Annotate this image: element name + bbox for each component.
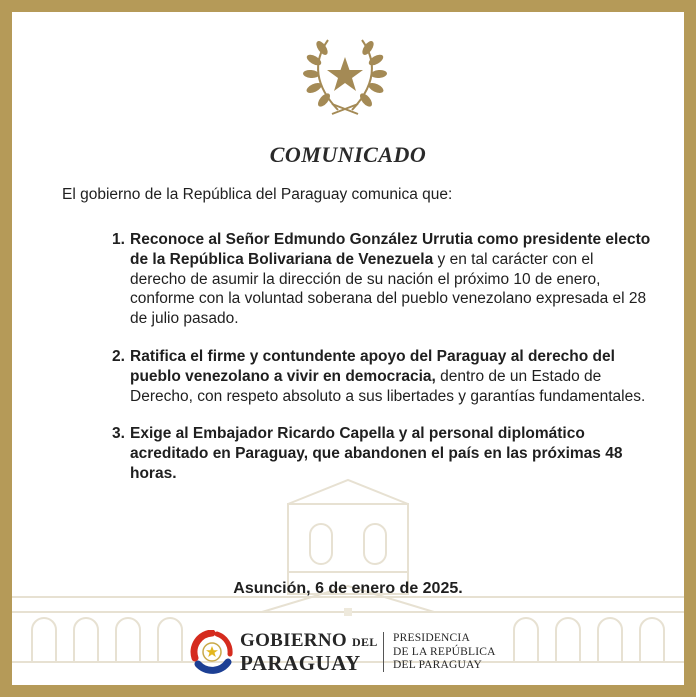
paraguay-wordmark: PARAGUAY bbox=[240, 651, 361, 675]
gobierno-wordmark bbox=[240, 630, 378, 652]
item-bold-text: Reconoce al Señor Edmundo González Urrutia como presidente electo de la República Bolivariana de Venezuela bbox=[130, 231, 651, 268]
paraguay-government-logo-icon bbox=[190, 630, 234, 674]
item-number: 1. bbox=[112, 231, 125, 248]
document-body bbox=[12, 12, 684, 685]
item-text: dentro de un Estado de Derecho, con respeto absoluto a sus libertades y garantías fundamentales. bbox=[130, 367, 646, 405]
gobierno-text: GOBIERNO bbox=[240, 630, 347, 651]
presidencia-line: DE LA REPÚBLICA bbox=[393, 645, 496, 658]
footer-logos bbox=[12, 624, 684, 674]
star-laurel-wreath-icon bbox=[300, 30, 390, 120]
list-item bbox=[112, 347, 652, 406]
item-bold-text: Ratifica el firme y contundente apoyo del Paraguay al derecho del pueblo venezolano a vivir en democracia, bbox=[130, 347, 615, 385]
item-bold-text: Exige al Embajador Ricardo Capella y al personal diplomático acreditado en Paraguay, que abandonen el país en las próximas 48 horas. bbox=[130, 425, 623, 482]
presidencia-line: DEL PARAGUAY bbox=[393, 659, 482, 671]
list-item bbox=[112, 424, 652, 483]
page-title: COMUNICADO bbox=[269, 142, 427, 167]
list-item bbox=[112, 230, 652, 329]
intro-text: El gobierno de la República del Paraguay comunica que: bbox=[62, 186, 453, 203]
date-line: Asunción, 6 de enero de 2025. bbox=[233, 580, 463, 597]
presidencia-line: PRESIDENCIA bbox=[393, 632, 470, 644]
presidencia-wordmark bbox=[393, 632, 496, 673]
statement-list bbox=[112, 230, 652, 502]
item-text: y en tal carácter con el derecho de asumir la dirección de su nación el próximo 10 de enero, conforme con la voluntad soberana del pueblo venezolano expresada el 28 de julio pasado. bbox=[130, 250, 647, 328]
item-number: 2. bbox=[112, 347, 125, 365]
item-number: 3. bbox=[112, 425, 125, 443]
footer-divider bbox=[383, 632, 384, 672]
del-text: DEL bbox=[351, 635, 378, 649]
